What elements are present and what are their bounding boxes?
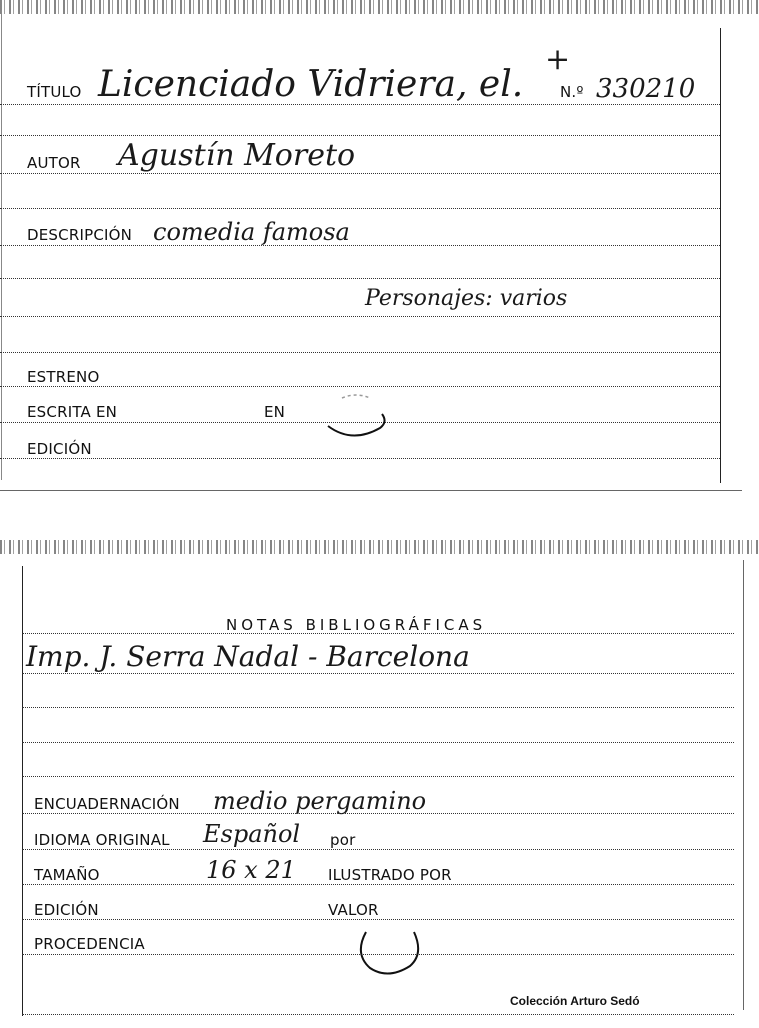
catalog-card-top [0, 0, 759, 495]
idioma-value: Español [203, 820, 301, 848]
ilustrado-label: ILUSTRADO POR [328, 866, 452, 884]
idioma-label: IDIOMA ORIGINAL [34, 831, 170, 849]
titulo-line [0, 104, 720, 105]
estreno-label: ESTRENO [27, 368, 100, 386]
plus-mark: + [545, 42, 571, 77]
descripcion-line-3 [0, 316, 720, 317]
encuadernacion-line [22, 813, 734, 814]
descripcion-line-2 [0, 278, 720, 279]
notas-line-4 [22, 742, 734, 743]
notas-line-5 [22, 776, 734, 777]
descripcion-label: DESCRIPCIÓN [27, 226, 133, 244]
notas-line-2 [22, 673, 734, 674]
scan-noise-bottom [0, 540, 759, 554]
autor-line-2 [0, 208, 720, 209]
escrita-label: ESCRITA EN [27, 403, 118, 421]
autor-line [0, 173, 720, 174]
descripcion-line [0, 245, 720, 246]
edicion-label: EDICIÓN [34, 901, 99, 919]
punch-hole-icon [352, 924, 428, 980]
descripcion-extra: Personajes: varios [365, 286, 568, 311]
numero-label: N.º [560, 83, 584, 101]
numero-value: 330210 [596, 74, 696, 104]
autor-value: Agustín Moreto [118, 138, 356, 173]
card-right-border [720, 28, 721, 483]
idioma-line [22, 849, 734, 850]
titulo-line-2 [0, 135, 720, 136]
descripcion-value: comedia famosa [153, 218, 350, 246]
descripcion-line-4 [0, 352, 720, 353]
tamano-label: TAMAÑO [34, 866, 100, 884]
notas-line-3 [22, 707, 734, 708]
card-top-bottom-edge [0, 490, 742, 491]
notas-value: Imp. J. Serra Nadal - Barcelona [26, 640, 470, 673]
collection-footer: Colección Arturo Sedó [510, 994, 640, 1008]
notas-line [22, 633, 734, 634]
tamano-line [22, 884, 734, 885]
valor-label: VALOR [328, 901, 379, 919]
por-label: por [330, 831, 356, 849]
encuadernacion-label: ENCUADERNACIÓN [34, 795, 180, 813]
edicion-label: EDICIÓN [27, 440, 92, 458]
scan-noise-top [0, 0, 759, 14]
procedencia-label: PROCEDENCIA [34, 935, 145, 953]
punch-hole-icon [322, 392, 392, 444]
edicion-line [0, 458, 720, 459]
titulo-value: Licenciado Vidriera, el. [98, 64, 524, 105]
autor-label: AUTOR [27, 154, 81, 172]
edicion-line-bottom [22, 919, 734, 920]
notas-heading: NOTAS BIBLIOGRÁFICAS [226, 616, 487, 634]
card-right-border [743, 560, 744, 1010]
encuadernacion-value: medio pergamino [213, 787, 427, 815]
tamano-value: 16 x 21 [206, 856, 296, 884]
titulo-label: TÍTULO [27, 83, 82, 101]
catalog-card-bottom [0, 540, 759, 1028]
estreno-line [0, 386, 720, 387]
footer-line [22, 1014, 734, 1015]
en-label: EN [264, 403, 286, 421]
